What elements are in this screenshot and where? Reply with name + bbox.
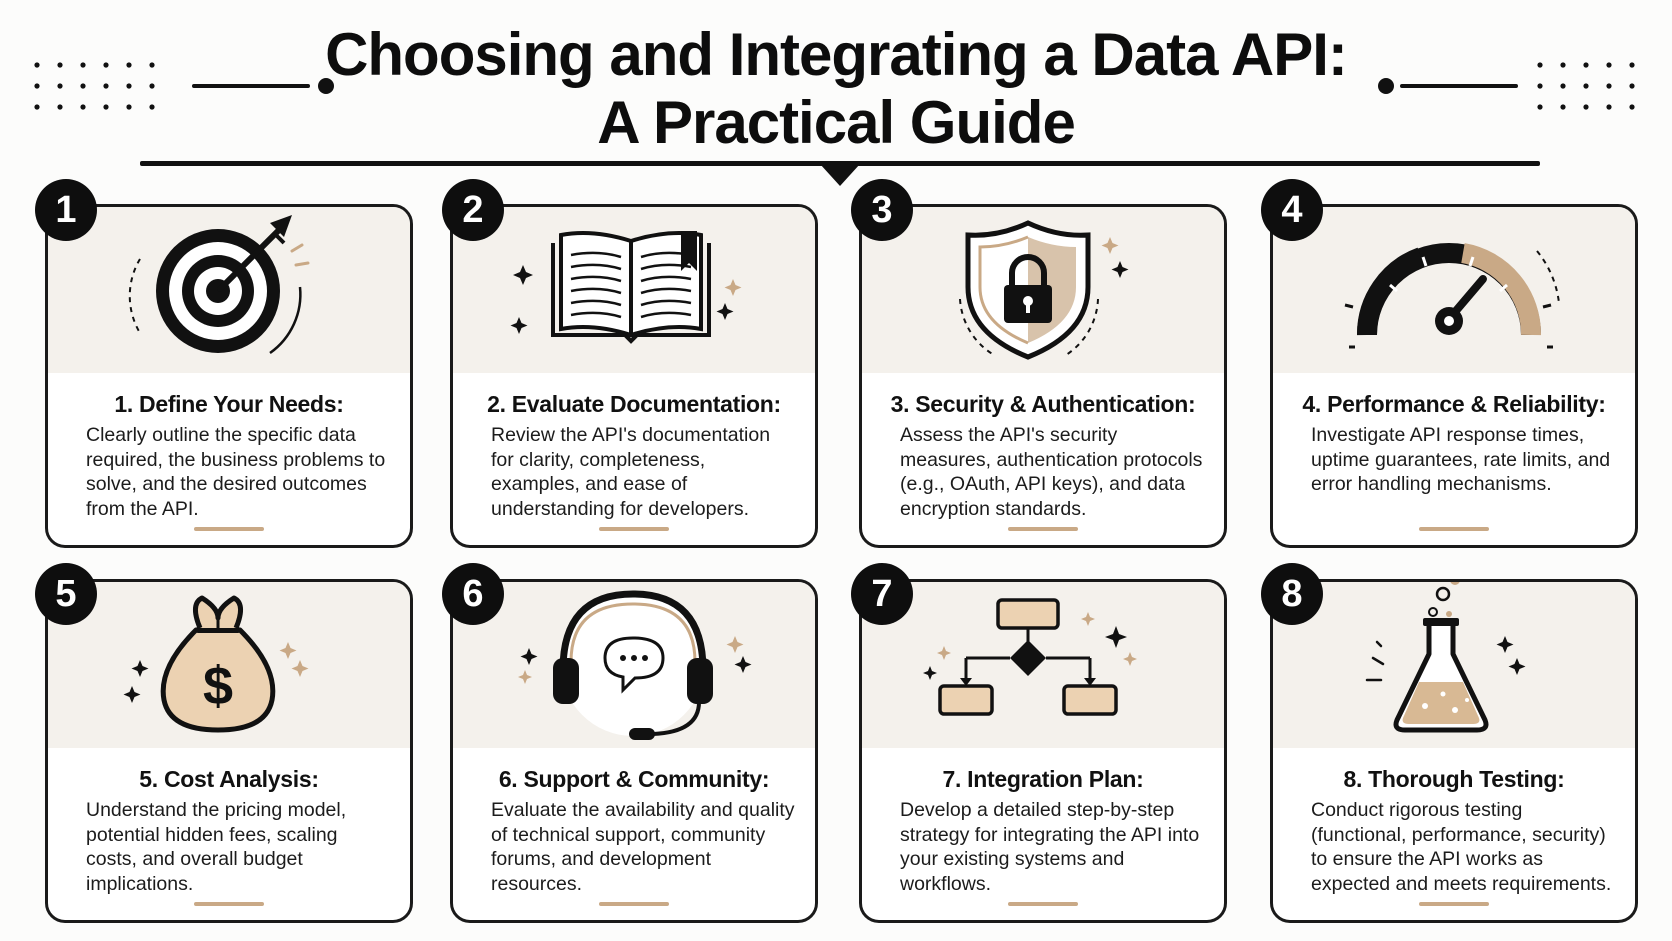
step-description: Investigate API response times, uptime guarantees, rate limits, and error handling mechanisms. bbox=[1311, 424, 1611, 495]
step-number-badge: 3 bbox=[851, 179, 913, 241]
step-number-badge: 4 bbox=[1261, 179, 1323, 241]
dollar-sign: $ bbox=[202, 656, 234, 716]
step-heading: 4. Performance & Reliability: bbox=[1302, 391, 1606, 417]
flask-icon bbox=[1273, 582, 1638, 748]
step-card-2 bbox=[450, 204, 818, 548]
flowchart-icon bbox=[862, 582, 1227, 748]
accent-bar bbox=[194, 902, 264, 906]
step-illustration bbox=[453, 582, 815, 748]
step-number-badge: 7 bbox=[851, 563, 913, 625]
step-illustration bbox=[1273, 207, 1635, 373]
step-heading: 7. Integration Plan: bbox=[942, 766, 1144, 792]
step-card-3 bbox=[859, 204, 1227, 548]
header-dash-right bbox=[1400, 84, 1518, 88]
step-number-badge: 5 bbox=[35, 563, 97, 625]
dot-grid-decoration bbox=[1535, 60, 1665, 120]
step-illustration bbox=[48, 582, 410, 748]
header-dot-right bbox=[1378, 78, 1394, 94]
title-divider-pointer bbox=[820, 164, 860, 186]
speedometer-icon bbox=[1273, 207, 1638, 373]
step-description: Clearly outline the specific data required, the business problems to solve, and the desired outcomes from the API. bbox=[86, 424, 386, 520]
step-description: Assess the API's security measures, authentication protocols (e.g., OAuth, API keys), and data encryption standards. bbox=[900, 424, 1203, 520]
step-description: Understand the pricing model, potential hidden fees, scaling costs, and overall budget implications. bbox=[86, 799, 347, 895]
step-description: Review the API's documentation for clarity, completeness, examples, and ease of understanding for developers. bbox=[491, 424, 771, 520]
step-description: Evaluate the availability and quality of technical support, community forums, and development resources. bbox=[491, 799, 795, 895]
shield-lock-icon bbox=[862, 207, 1227, 373]
step-illustration bbox=[862, 207, 1224, 373]
step-heading: 6. Support & Community: bbox=[498, 766, 770, 792]
step-number-badge: 1 bbox=[35, 179, 97, 241]
accent-bar bbox=[1419, 527, 1489, 531]
step-illustration bbox=[453, 207, 815, 373]
step-number-badge: 8 bbox=[1261, 563, 1323, 625]
accent-bar bbox=[1008, 902, 1078, 906]
step-card-5 bbox=[45, 579, 413, 923]
step-card-6 bbox=[450, 579, 818, 923]
accent-bar bbox=[1419, 902, 1489, 906]
headset-chat-icon bbox=[453, 582, 818, 748]
step-heading: 1. Define Your Needs: bbox=[114, 391, 344, 417]
page-title-line1: Choosing and Integrating a Data API: bbox=[325, 21, 1347, 88]
step-card-8 bbox=[1270, 579, 1638, 923]
step-illustration bbox=[1273, 582, 1635, 748]
step-card-7 bbox=[859, 579, 1227, 923]
accent-bar bbox=[1008, 527, 1078, 531]
step-heading: 5. Cost Analysis: bbox=[139, 766, 319, 792]
step-card-1 bbox=[45, 204, 413, 548]
step-number-badge: 6 bbox=[442, 563, 504, 625]
money-bag-icon bbox=[48, 582, 413, 748]
step-heading: 2. Evaluate Documentation: bbox=[487, 391, 781, 417]
step-heading: 8. Thorough Testing: bbox=[1343, 766, 1565, 792]
step-heading: 3. Security & Authentication: bbox=[890, 391, 1196, 417]
open-book-icon bbox=[453, 207, 818, 373]
accent-bar bbox=[194, 527, 264, 531]
step-card-4 bbox=[1270, 204, 1638, 548]
page-title-line2: A Practical Guide bbox=[597, 89, 1075, 156]
step-number-badge: 2 bbox=[442, 179, 504, 241]
step-illustration bbox=[862, 582, 1224, 748]
accent-bar bbox=[599, 902, 669, 906]
target-arrow-icon bbox=[48, 207, 413, 373]
accent-bar bbox=[599, 527, 669, 531]
step-illustration bbox=[48, 207, 410, 373]
header bbox=[0, 0, 1672, 200]
step-description: Conduct rigorous testing (functional, performance, security) to ensure the API works as expected and meets requirements. bbox=[1311, 799, 1612, 895]
step-description: Develop a detailed step-by-step strategy for integrating the API into your existing systems and workflows. bbox=[900, 799, 1200, 895]
